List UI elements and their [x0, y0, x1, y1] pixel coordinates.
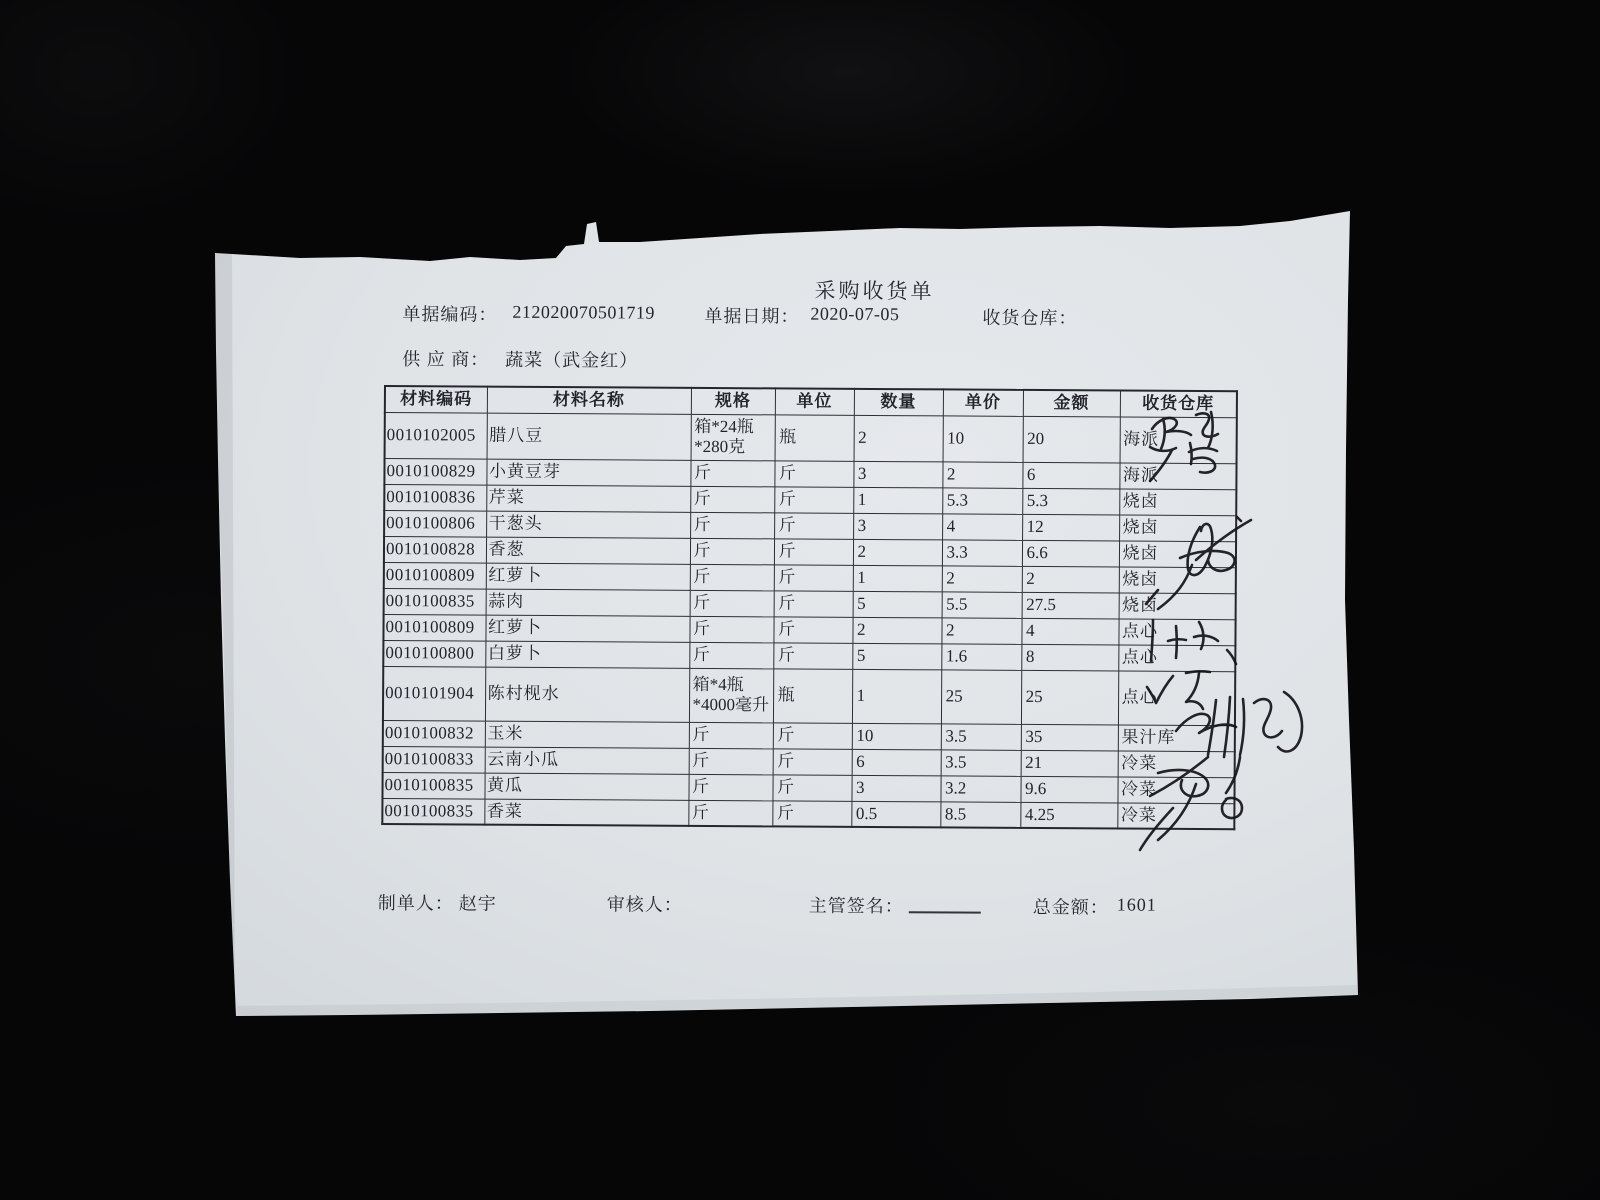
- cell-unit: 斤: [774, 460, 853, 486]
- cell-amt: 35: [1021, 724, 1118, 751]
- cell-spec: 斤: [688, 774, 772, 801]
- document-title: 采购收货单: [814, 278, 935, 304]
- cell-amt: 5.3: [1022, 488, 1119, 515]
- cell-wh: 海派: [1119, 462, 1236, 489]
- cell-name: 腊八豆: [487, 413, 691, 460]
- cell-code: 0010100835: [382, 772, 484, 799]
- signature-ink-middle: [1146, 517, 1251, 609]
- cell-price: 3.5: [941, 749, 1021, 775]
- cell-amt: 20: [1023, 416, 1120, 463]
- total-label: 总金额：: [1032, 896, 1109, 918]
- cell-wh: 冷菜: [1118, 750, 1235, 777]
- cell-unit: 斤: [774, 486, 853, 512]
- cell-code: 0010100800: [383, 640, 485, 667]
- cell-price: 25: [941, 669, 1021, 723]
- cell-unit: 斤: [773, 642, 852, 668]
- cell-amt: 6.6: [1022, 540, 1119, 567]
- cell-spec: 斤: [689, 616, 773, 643]
- cell-amt: 4.25: [1020, 802, 1117, 829]
- cell-code: 0010100829: [384, 458, 486, 485]
- cell-unit: 斤: [772, 800, 851, 826]
- cell-code: 0010102005: [385, 412, 487, 459]
- cell-unit: 斤: [774, 538, 853, 564]
- cell-qty: 5: [852, 643, 941, 670]
- cell-wh: 烧卤: [1119, 514, 1236, 541]
- col-header: 收货仓库: [1120, 390, 1237, 417]
- cell-price: 10: [943, 415, 1023, 461]
- cell-code: 0010100833: [383, 746, 485, 773]
- supplier-value: 蔬菜（武金红）: [505, 349, 639, 371]
- cell-unit: 斤: [773, 748, 852, 774]
- cell-price: 3.3: [942, 539, 1022, 565]
- cell-name: 芹菜: [486, 485, 690, 512]
- cell-name: 云南小瓜: [485, 747, 689, 774]
- cell-name: 陈村枧水: [485, 667, 689, 722]
- cell-code: 0010100835: [382, 798, 484, 825]
- cell-price: 2: [942, 461, 1022, 487]
- cell-spec: 斤: [690, 590, 774, 617]
- cell-code: 0010100835: [384, 588, 486, 615]
- cell-qty: 3: [853, 513, 942, 540]
- cell-spec: 斤: [690, 538, 774, 565]
- cell-price: 5.5: [942, 591, 1022, 617]
- cell-code: 0010100809: [383, 614, 485, 641]
- cell-unit: 斤: [773, 722, 852, 748]
- cell-qty: 3: [851, 775, 940, 802]
- cell-qty: 6: [852, 749, 941, 776]
- cell-price: 8.5: [940, 801, 1020, 827]
- cell-unit: 斤: [774, 564, 853, 590]
- cell-unit: 瓶: [773, 668, 852, 722]
- cell-name: 红萝卜: [486, 563, 690, 590]
- cell-name: 小黄豆芽: [486, 459, 690, 486]
- cell-unit: 斤: [774, 590, 853, 616]
- maker-label: 制单人：: [377, 892, 454, 914]
- cell-name: 白萝卜: [485, 641, 689, 668]
- total-value: 1601: [1116, 894, 1157, 915]
- cell-spec: 斤: [690, 564, 774, 591]
- doc-no-label: 单据编码：: [402, 304, 498, 325]
- cell-amt: 25: [1021, 670, 1118, 725]
- cell-price: 3.2: [940, 775, 1020, 801]
- cell-qty: 5: [853, 591, 942, 618]
- cell-wh: 点心: [1118, 644, 1235, 671]
- col-header: 材料编码: [385, 386, 487, 413]
- col-header: 单位: [775, 388, 854, 414]
- cell-code: 0010100809: [384, 562, 486, 589]
- cell-amt: 9.6: [1020, 776, 1117, 803]
- col-header: 材料名称: [487, 387, 691, 414]
- cell-name: 蒜肉: [486, 589, 690, 616]
- warehouse-label: 收货仓库：: [982, 307, 1078, 329]
- cell-code: 0010100828: [384, 536, 486, 563]
- signature-ink-top: [1150, 412, 1218, 481]
- cell-spec: 斤: [689, 722, 773, 749]
- cell-price: 3.5: [941, 723, 1021, 749]
- cell-spec: 斤: [688, 800, 772, 827]
- supplier-label: 供 应 商：: [402, 349, 490, 370]
- cell-code: 0010100806: [384, 510, 486, 537]
- cell-name: 香葱: [486, 537, 690, 564]
- col-header: 单价: [943, 389, 1023, 415]
- doc-date-value: 2020-07-05: [810, 303, 900, 325]
- cell-amt: 6: [1022, 462, 1119, 489]
- supervisor-label: 主管签名：: [808, 895, 904, 917]
- doc-no-value: 212020070501719: [512, 301, 656, 323]
- cell-name: 香菜: [484, 799, 688, 826]
- maker-value: 赵宇: [458, 893, 497, 914]
- cell-spec: 斤: [689, 642, 773, 669]
- cell-spec: 箱*24瓶 *280克: [691, 414, 775, 461]
- cell-price: 1.6: [941, 643, 1021, 669]
- cell-amt: 2: [1022, 566, 1119, 593]
- col-header: 数量: [854, 389, 943, 416]
- col-header: 金额: [1023, 390, 1120, 417]
- cell-amt: 4: [1021, 618, 1118, 645]
- cell-code: 0010100832: [383, 720, 485, 747]
- cell-wh: 烧卤: [1119, 566, 1236, 593]
- cell-unit: 斤: [772, 774, 851, 800]
- cell-qty: 2: [853, 539, 942, 566]
- cell-qty: 2: [854, 415, 943, 462]
- cell-spec: 斤: [689, 748, 773, 775]
- cell-code: 0010101904: [383, 666, 485, 721]
- cell-spec: 斤: [690, 460, 774, 487]
- cell-price: 2: [941, 617, 1021, 643]
- cell-price: 4: [942, 513, 1022, 539]
- cell-amt: 8: [1021, 644, 1118, 671]
- cell-name: 干葱头: [486, 511, 690, 538]
- cell-qty: 10: [852, 723, 941, 750]
- auditor-label: 审核人：: [606, 894, 683, 915]
- col-header: 规格: [691, 388, 775, 415]
- cell-price: 5.3: [942, 487, 1022, 513]
- cell-qty: 1: [853, 487, 942, 514]
- cell-name: 玉米: [485, 721, 689, 748]
- cell-spec: 斤: [690, 486, 774, 513]
- cell-unit: 斤: [774, 512, 853, 538]
- cell-wh: 冷菜: [1117, 776, 1234, 803]
- cell-qty: 2: [852, 617, 941, 644]
- cell-amt: 12: [1022, 514, 1119, 541]
- cell-code: 0010100836: [384, 484, 486, 511]
- cell-qty: 3: [853, 461, 942, 488]
- cell-qty: 0.5: [851, 801, 940, 828]
- cell-qty: 1: [853, 565, 942, 592]
- cell-amt: 27.5: [1022, 592, 1119, 619]
- cell-wh: 果汁库: [1118, 724, 1235, 751]
- cell-name: 红萝卜: [485, 615, 689, 642]
- cell-wh: 冷菜: [1117, 802, 1234, 829]
- cell-unit: 瓶: [775, 414, 854, 460]
- cell-spec: 斤: [690, 512, 774, 539]
- cell-spec: 箱*4瓶 *4000毫升: [689, 668, 773, 723]
- cell-wh: 点心: [1118, 670, 1235, 725]
- cell-wh: 烧卤: [1119, 592, 1236, 619]
- cell-unit: 斤: [773, 616, 852, 642]
- cell-wh: 烧卤: [1119, 540, 1236, 567]
- cell-wh: 海派: [1120, 416, 1237, 463]
- cell-price: 2: [942, 565, 1022, 591]
- doc-date-label: 单据日期：: [704, 305, 800, 327]
- cell-name: 黄瓜: [484, 773, 688, 800]
- cell-amt: 21: [1021, 750, 1118, 777]
- cell-wh: 点心: [1118, 618, 1235, 645]
- signature-ink-bottom: [1140, 620, 1302, 850]
- cell-wh: 烧卤: [1119, 488, 1236, 515]
- cell-qty: 1: [852, 669, 941, 724]
